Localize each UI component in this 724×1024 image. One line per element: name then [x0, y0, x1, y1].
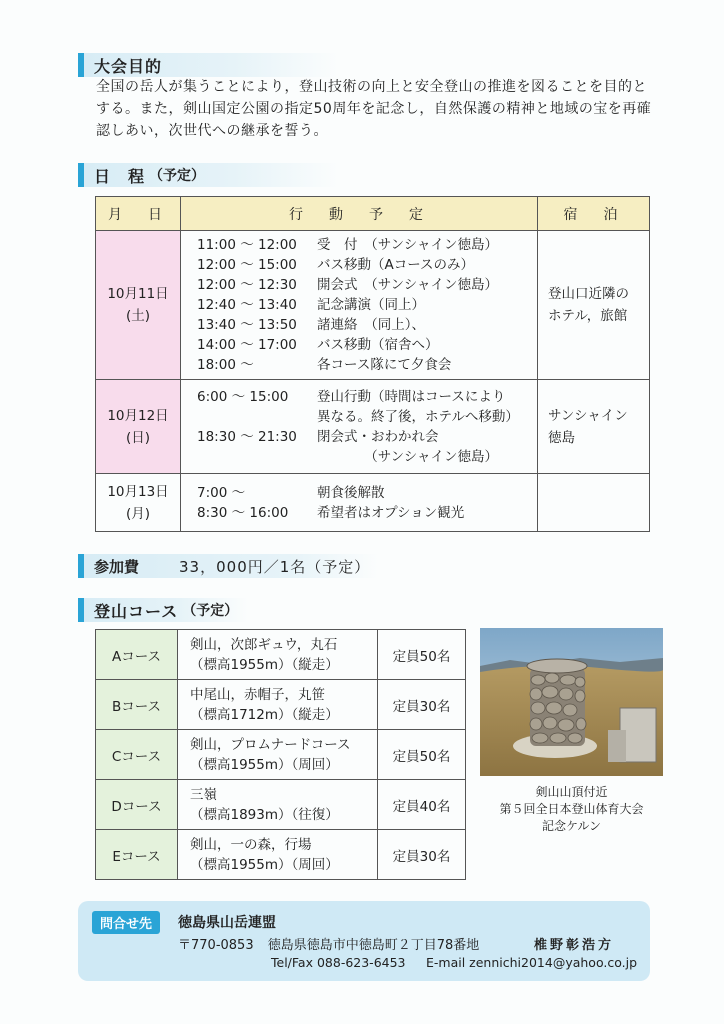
schedule-row-day3: [96, 474, 650, 532]
caption-line: 記念ケルン: [541, 819, 602, 833]
course-name: Bコース: [96, 680, 178, 730]
course-route: 剣山，一の森，行場: [190, 836, 312, 853]
caption-line: 第５回全日本登山体育大会: [499, 802, 644, 816]
date-label: 10月12日: [107, 407, 169, 424]
lodging-cell: サンシャイン徳島: [538, 380, 650, 474]
activity-line: [197, 315, 529, 335]
course-row: [96, 730, 466, 780]
course-name: Dコース: [96, 780, 178, 830]
course-capacity: 定員30名: [378, 680, 466, 730]
purpose-text: 全国の岳人が集うことにより，登山技術の向上と安全登山の推進を図ることを目的とする。また，剣山国定公園の指定50周年を記念し，自然保護の精神と地域の宝を再確認しあい，次世代への継承を誓う。: [96, 79, 652, 139]
time: 12:00 〜 15:00: [197, 257, 297, 273]
contact-org: 徳島県山岳連盟: [178, 915, 276, 931]
activity-cell: [181, 231, 538, 380]
time: [197, 407, 317, 427]
courses-heading-note: （予定）: [182, 603, 239, 619]
course-capacity: 定員30名: [378, 830, 466, 880]
purpose-header: [78, 53, 338, 77]
weekday-label: (日): [125, 429, 151, 446]
purpose-heading: 大会目的: [94, 56, 163, 76]
activity: 受 付 （サンシャイン徳島）: [317, 237, 498, 253]
course-detail: （標高1955m）（縦走）: [190, 656, 339, 673]
time: 18:00 〜: [197, 357, 254, 373]
caption-line: 剣山山頂付近: [535, 785, 608, 799]
activity-line: [197, 355, 529, 375]
time: 6:00 〜 15:00: [197, 388, 289, 405]
course-route: 剣山，プロムナードコース: [190, 736, 351, 753]
activity-line: [197, 275, 529, 295]
time: 13:40 〜 13:50: [197, 317, 297, 333]
course-capacity: 定員50名: [378, 630, 466, 680]
weekday-label: (土): [125, 308, 151, 324]
activity-line: [197, 255, 529, 275]
course-detail: （標高1712m）（縦走）: [190, 706, 339, 723]
activity-line: [197, 295, 529, 315]
date-label: 10月13日: [107, 483, 169, 500]
date-label: 10月11日: [107, 286, 169, 302]
activity: 希望者はオプション観光: [317, 504, 465, 521]
photo-caption: [480, 784, 663, 835]
contact-box: [78, 901, 650, 981]
contact-tel: Tel/Fax 088-623-6453: [271, 955, 406, 970]
activity: （サンシャイン徳島）: [317, 448, 498, 465]
cairn-illustration: [480, 628, 663, 776]
date-cell: [96, 231, 181, 380]
time: 7:00 〜: [197, 484, 246, 501]
time: 11:00 〜 12:00: [197, 237, 297, 253]
course-detail: （標高1955m）（周回）: [190, 856, 339, 873]
course-route: 三嶺: [190, 786, 217, 803]
course-row: [96, 680, 466, 730]
fee-amount: 33，000円／1名（予定）: [179, 557, 371, 576]
schedule-heading-note: （予定）: [149, 168, 206, 184]
activity-line: [197, 407, 529, 427]
fee-header: [78, 554, 378, 578]
course-route-cell: [178, 680, 378, 730]
activity: 登山行動（時間はコースにより: [317, 388, 506, 405]
cairn-photo: [480, 628, 663, 776]
course-route-cell: [178, 630, 378, 680]
contact-person: 椎野彰浩方: [534, 938, 615, 953]
time: 12:40 〜 13:40: [197, 297, 297, 313]
course-row: [96, 830, 466, 880]
time: 14:00 〜 17:00: [197, 337, 297, 353]
activity-line: [197, 335, 529, 355]
time: 12:00 〜 12:30: [197, 277, 297, 293]
course-route: 中尾山，赤帽子，丸笹: [190, 686, 325, 703]
col-activity: 行 動 予 定: [181, 197, 538, 231]
schedule-heading: 日 程: [94, 166, 146, 186]
time: 8:30 〜 16:00: [197, 504, 289, 521]
course-route-cell: [178, 730, 378, 780]
course-route: 剣山，次郎ギュウ，丸石: [190, 636, 338, 653]
course-name: Eコース: [96, 830, 178, 880]
course-name: Cコース: [96, 730, 178, 780]
col-lodging: 宿 泊: [538, 197, 650, 231]
activity: 開会式 （サンシャイン徳島）: [317, 277, 498, 293]
course-detail: （標高1893m）（往復）: [190, 806, 339, 823]
courses-header: [78, 598, 248, 622]
course-row: [96, 630, 466, 680]
schedule-header: [78, 163, 338, 187]
date-cell: [96, 380, 181, 474]
activity-line: [197, 447, 529, 467]
activity-line: [197, 503, 529, 523]
date-cell: [96, 474, 181, 532]
activity: 朝食後解散: [317, 484, 385, 501]
postal-code: 〒770-0853: [178, 938, 254, 953]
activity: 諸連絡 （同上）、: [317, 317, 425, 333]
col-date: 月 日: [96, 197, 181, 231]
activity: 各コース隊にて夕食会: [317, 357, 452, 373]
time: 18:30 〜 21:30: [197, 428, 297, 445]
activity: 異なる。終了後，ホテルへ移動）: [317, 408, 519, 425]
contact-address-line: [178, 934, 489, 953]
fee-label: 参加費: [94, 557, 140, 576]
activity-line: [197, 427, 529, 447]
activity: バス移動（宿舎へ）: [317, 337, 439, 353]
course-table: [95, 629, 466, 880]
time: [197, 447, 317, 467]
address: 徳島県徳島市中徳島町２丁目78番地: [267, 938, 480, 953]
activity-line: [197, 387, 529, 407]
course-route-cell: [178, 830, 378, 880]
contact-email[interactable]: E-mail zennichi2014@yahoo.co.jp: [426, 955, 638, 970]
activity: バス移動（Aコースのみ）: [317, 257, 475, 273]
activity: 閉会式・おわかれ会: [317, 428, 439, 445]
course-capacity: 定員40名: [378, 780, 466, 830]
activity-cell: [181, 380, 538, 474]
activity-cell: [181, 474, 538, 532]
course-route-cell: [178, 780, 378, 830]
lodging-cell: [538, 474, 650, 532]
schedule-table: [95, 196, 650, 532]
activity-line: [197, 235, 529, 255]
schedule-header-row: [96, 197, 650, 231]
course-row: [96, 780, 466, 830]
lodging-cell: 登山口近隣のホテル，旅館: [538, 231, 650, 380]
contact-tag: 問合せ先: [92, 911, 160, 934]
activity: 記念講演（同上）: [317, 297, 425, 313]
course-capacity: 定員50名: [378, 730, 466, 780]
course-detail: （標高1955m）（周回）: [190, 756, 339, 773]
schedule-row-day2: [96, 380, 650, 474]
courses-heading: 登山コース: [94, 601, 179, 621]
weekday-label: (月): [125, 505, 151, 522]
activity-line: [197, 483, 529, 503]
course-name: Aコース: [96, 630, 178, 680]
schedule-row-day1: [96, 231, 650, 380]
